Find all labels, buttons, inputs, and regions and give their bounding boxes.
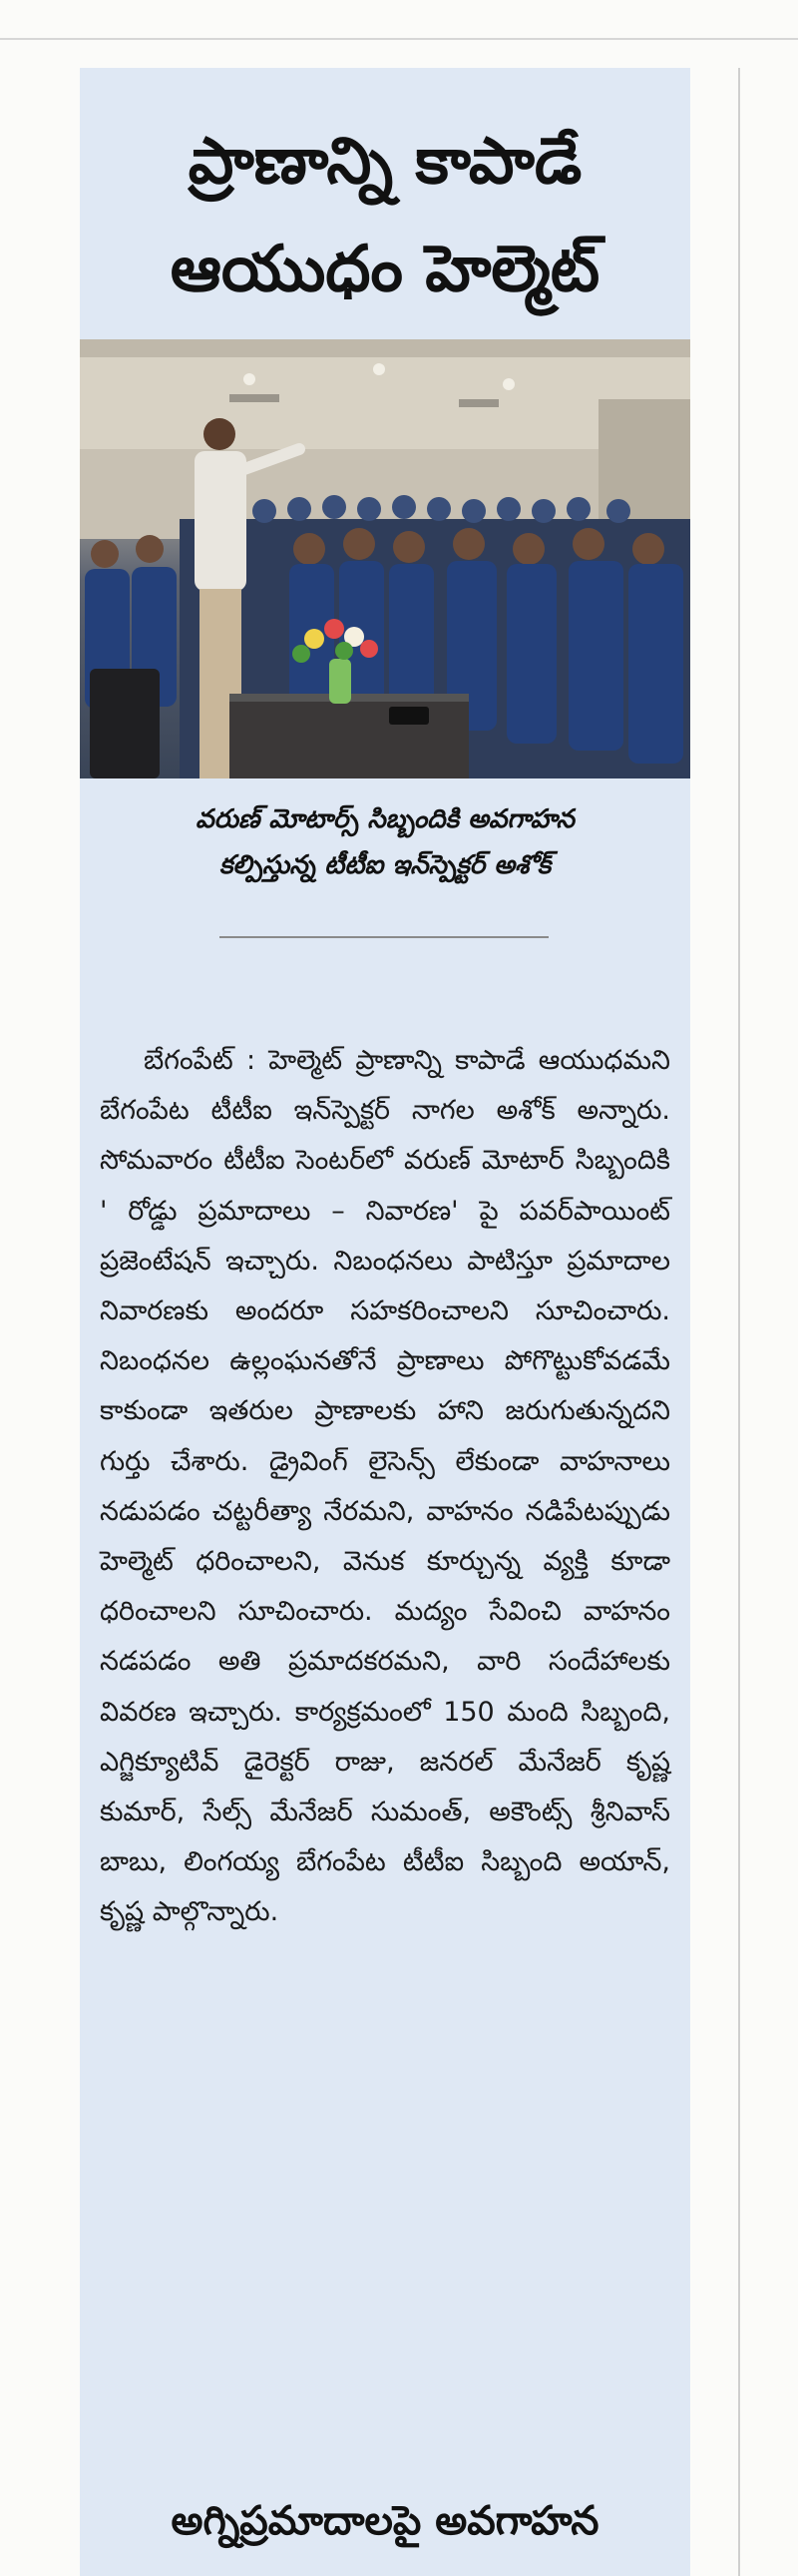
article-photo [80, 339, 690, 778]
photo-caption [80, 796, 690, 888]
caption-line-1: వరుణ్ మోటార్స్ సిబ్బందికి అవగాహన [196, 804, 575, 834]
article-headline [80, 108, 690, 323]
caption-line-2: కల్పిస్తున్న టీటీఐ ఇన్‌స్పెక్టర్ అశోక్ [218, 850, 552, 880]
article-column [80, 68, 690, 2576]
top-rule [0, 38, 798, 40]
next-article-headline: అగ్నిప్రమాదాలపై అవగాహన [171, 2498, 599, 2544]
article-body: బేగంపేట్ : హెల్మెట్ ప్రాణాన్ని కాపాడే ఆయుధమని బేగంపేట టీటీఐ ఇన్‌స్పెక్టర్ నాగల అశోక్ అన్నారు. సోమవారం టీటీఐ సెంటర్‌లో వరుణ్ మోటార్ సిబ్బందికి ' రోడ్డు ప్రమాదాలు – నివారణ' పై పవర్‌పాయింట్ ప్రజెంటేషన్ ఇచ్చారు. నిబంధనలు పాటిస్తూ ప్రమాదాల నివారణకు అందరూ సహకరించాలని సూచించారు. నిబంధనల ఉల్లంఘనతోనే ప్రాణాలు పోగొట్టుకోవడమే కాకుండా ఇతరుల ప్రాణాలకు హాని జరుగుతున్నదని గుర్తు చేశారు. డ్రైవింగ్ లైసెన్స్ లేకుండా వాహనాలు నడుపడం చట్టరీత్యా నేరమని, వాహనం నడిపేటప్పుడు హెల్మెట్ ధరించాలని, వెనుక కూర్చున్న వ్యక్తి కూడా ధరించాలని సూచించారు. మద్యం సేవించి వాహనం నడపడం అతి ప్రమాదకరమని, వారి సందేహాలకు వివరణ ఇచ్చారు. కార్యక్రమంలో 150 మంది సిబ్బంది, ఎగ్జిక్యూటివ్ డైరెక్టర్ రాజు, జనరల్ మేనేజర్ కృష్ణ కుమార్, సేల్స్ మేనేజర్ సుమంత్, అకౌంట్స్ శ్రీనివాస్ బాబు, లింగయ్య బేగంపేట టీటీఐ సిబ్బంది అయాన్, కృష్ణ పాల్గొన్నారు. [100, 1045, 670, 1928]
headline-line-2: ఆయుధం హెల్మెట్ [170, 233, 600, 306]
column-rule [738, 68, 740, 2576]
photo-illustration [80, 339, 690, 778]
caption-divider [219, 936, 549, 938]
headline-line-1: ప్రాణాన్ని కాపాడే [188, 125, 583, 199]
